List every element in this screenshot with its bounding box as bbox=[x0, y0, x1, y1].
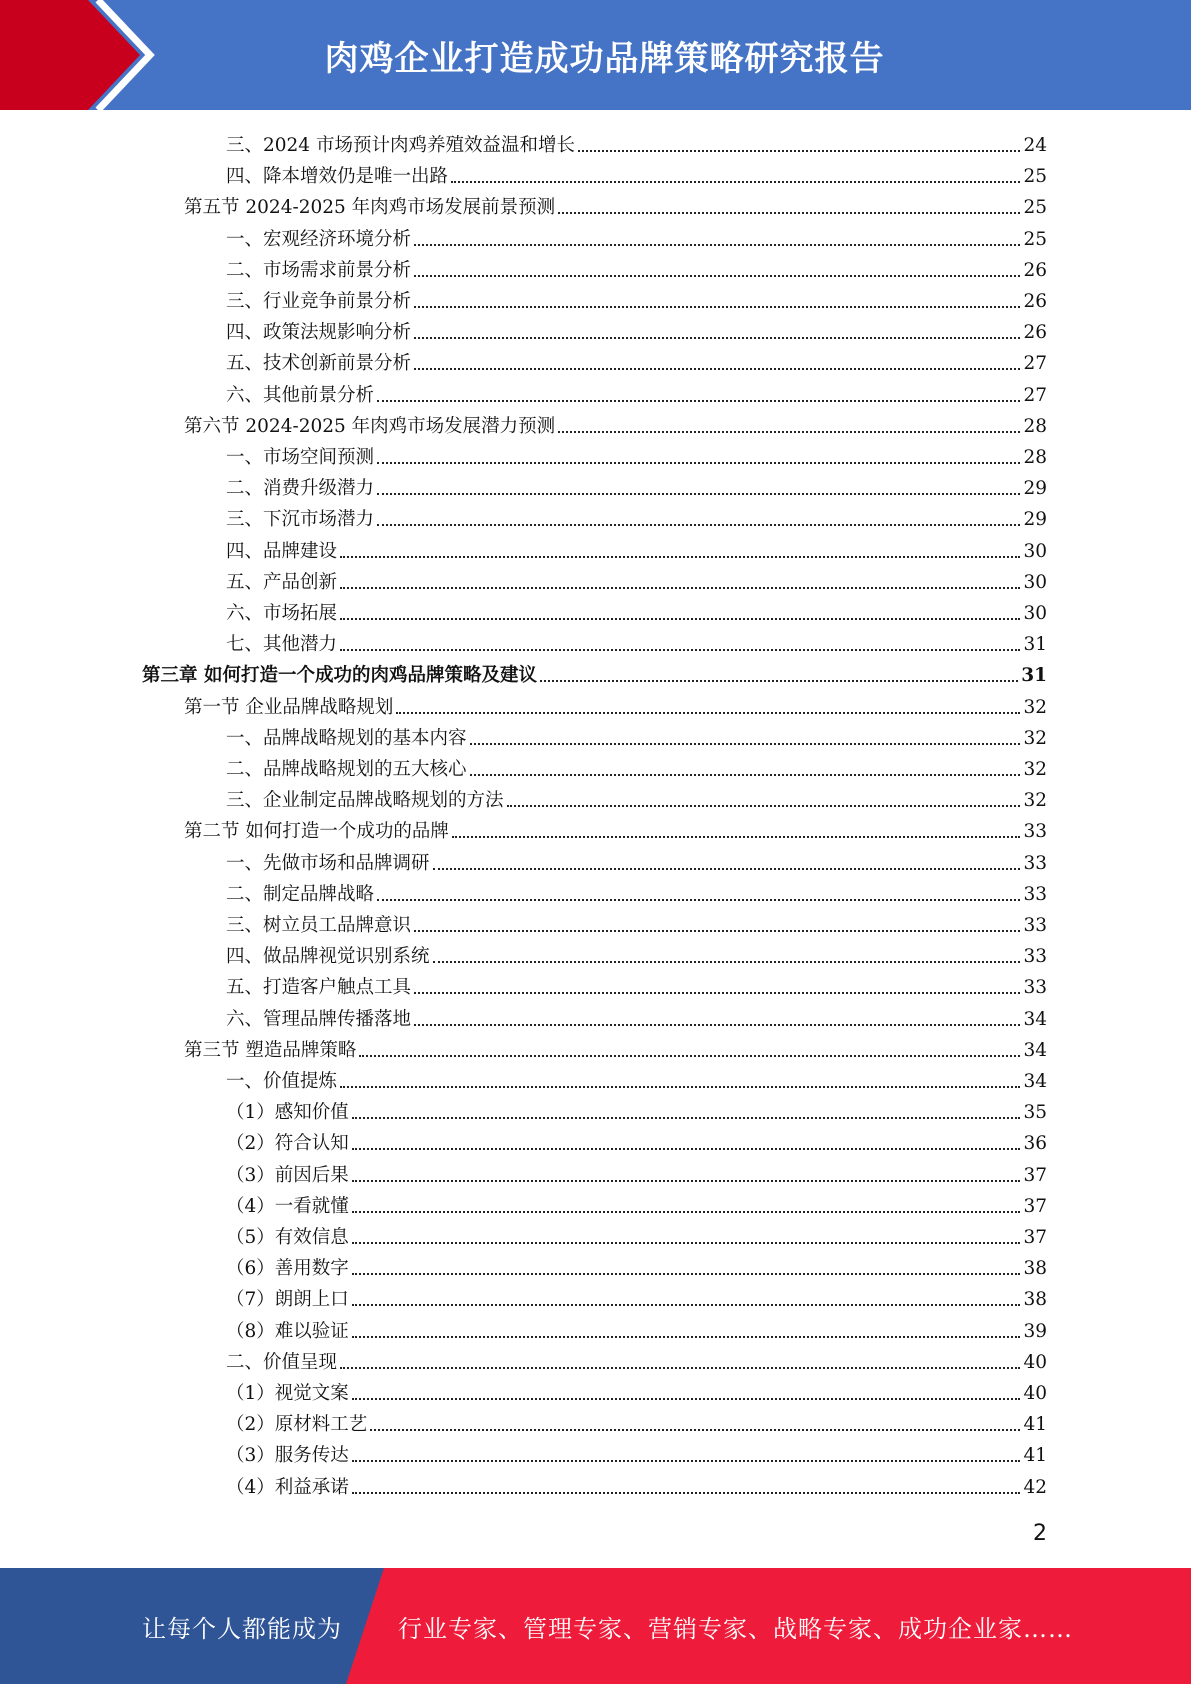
toc-entry[interactable] bbox=[226, 626, 1047, 657]
toc-entry-page: 25 bbox=[1023, 166, 1047, 188]
toc-entry-page: 30 bbox=[1023, 540, 1047, 562]
toc-entry[interactable] bbox=[226, 377, 1047, 408]
toc-entry-title: 六、市场拓展 bbox=[226, 603, 338, 624]
toc-dot-leader bbox=[414, 275, 1020, 277]
toc-entry[interactable] bbox=[226, 1063, 1047, 1094]
toc-entry-title: 二、消费升级潜力 bbox=[226, 478, 375, 500]
toc-dot-leader bbox=[352, 1460, 1021, 1462]
toc-entry[interactable] bbox=[226, 1188, 1047, 1219]
toc-entry[interactable] bbox=[226, 1157, 1047, 1188]
toc-dot-leader bbox=[352, 1273, 1021, 1275]
toc-dot-leader bbox=[470, 774, 1021, 776]
toc-dot-leader bbox=[558, 212, 1020, 214]
toc-entry-title: 二、品牌战略规划的五大核心 bbox=[226, 759, 467, 780]
toc-entry-page: 38 bbox=[1023, 1289, 1047, 1311]
toc-entry-title: （4）一看就懂 bbox=[226, 1195, 349, 1217]
footer-slogan-right: 行业专家、管理专家、营销专家、战略专家、成功企业家…… bbox=[398, 1614, 1073, 1643]
toc-entry-page: 34 bbox=[1023, 1071, 1047, 1092]
toc-dot-leader bbox=[340, 587, 1020, 589]
toc-entry-title: （7）朗朗上口 bbox=[226, 1289, 349, 1311]
toc-entry[interactable] bbox=[184, 813, 1047, 844]
toc-entry[interactable] bbox=[226, 1375, 1047, 1406]
toc-entry[interactable] bbox=[226, 595, 1047, 626]
toc-entry-page: 41 bbox=[1023, 1445, 1047, 1467]
toc-entry-page: 31 bbox=[1021, 665, 1047, 687]
toc-dot-leader bbox=[352, 1304, 1021, 1306]
toc-dot-leader bbox=[507, 805, 1021, 807]
toc-entry[interactable] bbox=[226, 969, 1047, 1000]
toc-entry-page: 32 bbox=[1023, 790, 1047, 812]
toc-dot-leader bbox=[377, 524, 1020, 526]
toc-entry-page: 25 bbox=[1023, 197, 1047, 219]
toc-entry[interactable] bbox=[226, 1469, 1047, 1500]
toc-dot-leader bbox=[470, 743, 1021, 745]
toc-entry-title: 三、下沉市场潜力 bbox=[226, 509, 375, 531]
toc-entry-title: （1）感知价值 bbox=[226, 1102, 349, 1124]
toc-entry-title: 三、树立员工品牌意识 bbox=[226, 915, 412, 936]
toc-entry-title: 四、降本增效仍是唯一出路 bbox=[226, 166, 449, 188]
toc-entry[interactable] bbox=[226, 938, 1047, 969]
toc-dot-leader bbox=[414, 306, 1020, 308]
toc-entry-title: 第五节 2024-2025 年肉鸡市场发展前景预测 bbox=[184, 197, 556, 219]
toc-entry[interactable] bbox=[226, 1313, 1047, 1344]
toc-dot-leader bbox=[352, 1117, 1021, 1119]
toc-entry-page: 33 bbox=[1023, 946, 1047, 968]
toc-entry[interactable] bbox=[226, 1437, 1047, 1468]
toc-entry-page: 33 bbox=[1023, 821, 1047, 843]
toc-entry[interactable] bbox=[184, 408, 1047, 439]
toc-dot-leader bbox=[433, 961, 1021, 963]
toc-entry[interactable] bbox=[226, 345, 1047, 376]
toc-entry-title: 六、其他前景分析 bbox=[226, 384, 375, 406]
toc-entry[interactable] bbox=[184, 189, 1047, 220]
toc-entry[interactable] bbox=[226, 1094, 1047, 1125]
toc-entry-page: 29 bbox=[1023, 478, 1047, 500]
toc-entry-page: 35 bbox=[1023, 1102, 1047, 1124]
toc-entry-title: （5）有效信息 bbox=[226, 1227, 349, 1248]
toc-entry-page: 26 bbox=[1023, 322, 1047, 344]
toc-entry-title: （2）原材料工艺 bbox=[226, 1414, 368, 1436]
toc-entry-page: 30 bbox=[1023, 603, 1047, 624]
toc-entry-page: 40 bbox=[1023, 1351, 1047, 1373]
toc-entry[interactable] bbox=[226, 127, 1047, 158]
toc-entry[interactable] bbox=[226, 1281, 1047, 1312]
toc-entry-page: 33 bbox=[1023, 915, 1047, 936]
toc-dot-leader bbox=[377, 899, 1020, 901]
toc-entry[interactable] bbox=[226, 252, 1047, 283]
footer-banner bbox=[0, 1568, 1191, 1684]
toc-entry-title: 第三章 如何打造一个成功的肉鸡品牌策略及建议 bbox=[142, 665, 537, 687]
toc-entry-page: 25 bbox=[1023, 228, 1047, 250]
toc-entry[interactable] bbox=[226, 221, 1047, 252]
toc-dot-leader bbox=[352, 1148, 1021, 1150]
toc-entry-page: 29 bbox=[1023, 509, 1047, 531]
toc-dot-leader bbox=[414, 368, 1020, 370]
toc-entry-title: 二、价值呈现 bbox=[226, 1351, 338, 1373]
toc-entry[interactable] bbox=[226, 1001, 1047, 1032]
toc-dot-leader bbox=[414, 1024, 1020, 1026]
toc-dot-leader bbox=[352, 1242, 1021, 1244]
toc-entry-page: 28 bbox=[1023, 415, 1047, 437]
toc-entry-title: 六、管理品牌传播落地 bbox=[226, 1008, 412, 1030]
toc-dot-leader bbox=[352, 1336, 1021, 1338]
toc-entry-page: 30 bbox=[1023, 571, 1047, 593]
toc-dot-leader bbox=[340, 556, 1020, 558]
toc-dot-leader bbox=[578, 150, 1020, 152]
toc-dot-leader bbox=[340, 618, 1020, 620]
toc-entry-page: 27 bbox=[1023, 384, 1047, 406]
toc-dot-leader bbox=[414, 930, 1020, 932]
toc-entry-title: （3）前因后果 bbox=[226, 1164, 349, 1186]
toc-entry[interactable] bbox=[226, 564, 1047, 595]
toc-entry-page: 26 bbox=[1023, 259, 1047, 281]
toc-entry-title: 二、市场需求前景分析 bbox=[226, 259, 412, 281]
toc-entry[interactable] bbox=[226, 907, 1047, 938]
toc-entry-title: 三、2024 市场预计肉鸡养殖效益温和增长 bbox=[226, 135, 575, 156]
toc-entry[interactable] bbox=[226, 1125, 1047, 1156]
toc-entry-title: （6）善用数字 bbox=[226, 1258, 349, 1280]
toc-entry-page: 36 bbox=[1023, 1133, 1047, 1155]
toc-entry-page: 33 bbox=[1023, 883, 1047, 905]
toc-entry-page: 34 bbox=[1023, 1008, 1047, 1030]
toc-entry-page: 42 bbox=[1023, 1476, 1047, 1498]
toc-entry[interactable] bbox=[226, 876, 1047, 907]
toc-entry[interactable] bbox=[226, 782, 1047, 813]
toc-entry-page: 34 bbox=[1023, 1039, 1047, 1061]
toc-dot-leader bbox=[452, 836, 1021, 838]
toc-entry-page: 33 bbox=[1023, 977, 1047, 999]
toc-entry-page: 28 bbox=[1023, 447, 1047, 468]
toc-entry[interactable] bbox=[226, 751, 1047, 782]
toc-dot-leader bbox=[352, 1492, 1021, 1494]
toc-dot-leader bbox=[558, 431, 1020, 433]
toc-entry-title: 一、宏观经济环境分析 bbox=[226, 228, 412, 250]
toc-dot-leader bbox=[352, 1180, 1021, 1182]
toc-entry-page: 40 bbox=[1023, 1383, 1047, 1404]
toc-entry[interactable] bbox=[226, 283, 1047, 314]
toc-entry-page: 38 bbox=[1023, 1258, 1047, 1280]
toc-entry[interactable] bbox=[226, 439, 1047, 470]
toc-entry-page: 32 bbox=[1023, 759, 1047, 780]
header-banner bbox=[0, 0, 1191, 110]
toc-entry[interactable] bbox=[226, 1344, 1047, 1375]
toc-dot-leader bbox=[433, 868, 1021, 870]
toc-entry-title: （4）利益承诺 bbox=[226, 1476, 349, 1498]
toc-dot-leader bbox=[370, 1429, 1020, 1431]
toc-entry[interactable] bbox=[226, 533, 1047, 564]
toc-entry[interactable] bbox=[226, 314, 1047, 345]
toc-dot-leader bbox=[340, 1086, 1020, 1088]
toc-entry-page: 31 bbox=[1023, 634, 1047, 656]
toc-dot-leader bbox=[377, 493, 1020, 495]
toc-entry-title: （8）难以验证 bbox=[226, 1320, 349, 1342]
toc-entry[interactable] bbox=[226, 158, 1047, 189]
toc-entry-title: 第二节 如何打造一个成功的品牌 bbox=[184, 821, 449, 843]
toc-entry-title: 第三节 塑造品牌策略 bbox=[184, 1039, 357, 1061]
report-title: 肉鸡企业打造成功品牌策略研究报告 bbox=[324, 38, 885, 79]
toc-dot-leader bbox=[414, 244, 1020, 246]
toc-entry-title: 五、技术创新前景分析 bbox=[226, 353, 412, 375]
toc-dot-leader bbox=[359, 1055, 1020, 1057]
page-number: 2 bbox=[1033, 1521, 1047, 1546]
toc-dot-leader bbox=[340, 649, 1020, 651]
toc-dot-leader bbox=[377, 400, 1020, 402]
toc-entry-title: 一、价值提炼 bbox=[226, 1071, 338, 1092]
toc-dot-leader bbox=[377, 462, 1020, 464]
toc-entry[interactable] bbox=[142, 657, 1047, 688]
footer-slogan-left: 让每个人都能成为 bbox=[142, 1614, 342, 1643]
toc-entry-title: 一、先做市场和品牌调研 bbox=[226, 852, 430, 874]
toc-dot-leader bbox=[414, 337, 1020, 339]
toc-dot-leader bbox=[352, 1398, 1021, 1400]
toc-entry-page: 24 bbox=[1023, 135, 1047, 156]
toc-entry[interactable] bbox=[226, 720, 1047, 751]
toc-entry-page: 27 bbox=[1023, 353, 1047, 375]
toc-entry-page: 32 bbox=[1023, 696, 1047, 718]
toc-dot-leader bbox=[540, 680, 1018, 682]
toc-entry[interactable] bbox=[184, 1032, 1047, 1063]
toc-entry-page: 39 bbox=[1023, 1320, 1047, 1342]
toc-entry-title: 四、政策法规影响分析 bbox=[226, 322, 412, 344]
toc-entry[interactable] bbox=[184, 689, 1047, 720]
toc-dot-leader bbox=[340, 1367, 1020, 1369]
toc-entry-page: 37 bbox=[1023, 1195, 1047, 1217]
toc-entry-page: 37 bbox=[1023, 1164, 1047, 1186]
toc-entry-title: 五、打造客户触点工具 bbox=[226, 977, 412, 999]
toc-entry-title: （3）服务传达 bbox=[226, 1445, 349, 1467]
toc-entry-title: 第六节 2024-2025 年肉鸡市场发展潜力预测 bbox=[184, 415, 556, 437]
toc-entry-title: 一、品牌战略规划的基本内容 bbox=[226, 727, 467, 749]
toc-entry-title: 一、市场空间预测 bbox=[226, 447, 375, 468]
toc-entry[interactable] bbox=[226, 845, 1047, 876]
toc-entry-title: 三、行业竞争前景分析 bbox=[226, 291, 412, 312]
toc-entry-page: 37 bbox=[1023, 1227, 1047, 1248]
toc-dot-leader bbox=[352, 1211, 1021, 1213]
toc-entry-page: 32 bbox=[1023, 727, 1047, 749]
toc-entry-page: 26 bbox=[1023, 291, 1047, 312]
toc-entry-title: 第一节 企业品牌战略规划 bbox=[184, 696, 394, 718]
toc-entry-title: 四、做品牌视觉识别系统 bbox=[226, 946, 430, 968]
toc-entry-page: 33 bbox=[1023, 852, 1047, 874]
toc-entry[interactable] bbox=[226, 1406, 1047, 1437]
toc-entry-title: 三、企业制定品牌战略规划的方法 bbox=[226, 790, 504, 812]
toc-entry-title: 七、其他潜力 bbox=[226, 634, 338, 656]
toc-entry-title: 四、品牌建设 bbox=[226, 540, 338, 562]
toc-entry-page: 41 bbox=[1023, 1414, 1047, 1436]
toc-dot-leader bbox=[451, 181, 1020, 183]
toc-dot-leader bbox=[396, 712, 1020, 714]
toc-entry-title: 五、产品创新 bbox=[226, 571, 338, 593]
toc-dot-leader bbox=[414, 992, 1020, 994]
toc-entry[interactable] bbox=[226, 1250, 1047, 1281]
toc-entry[interactable] bbox=[226, 1219, 1047, 1250]
toc-entry-title: （1）视觉文案 bbox=[226, 1383, 349, 1404]
toc-entry[interactable] bbox=[226, 470, 1047, 501]
toc-entry-title: 二、制定品牌战略 bbox=[226, 883, 375, 905]
toc-entry-title: （2）符合认知 bbox=[226, 1133, 349, 1155]
toc-entry[interactable] bbox=[226, 501, 1047, 532]
